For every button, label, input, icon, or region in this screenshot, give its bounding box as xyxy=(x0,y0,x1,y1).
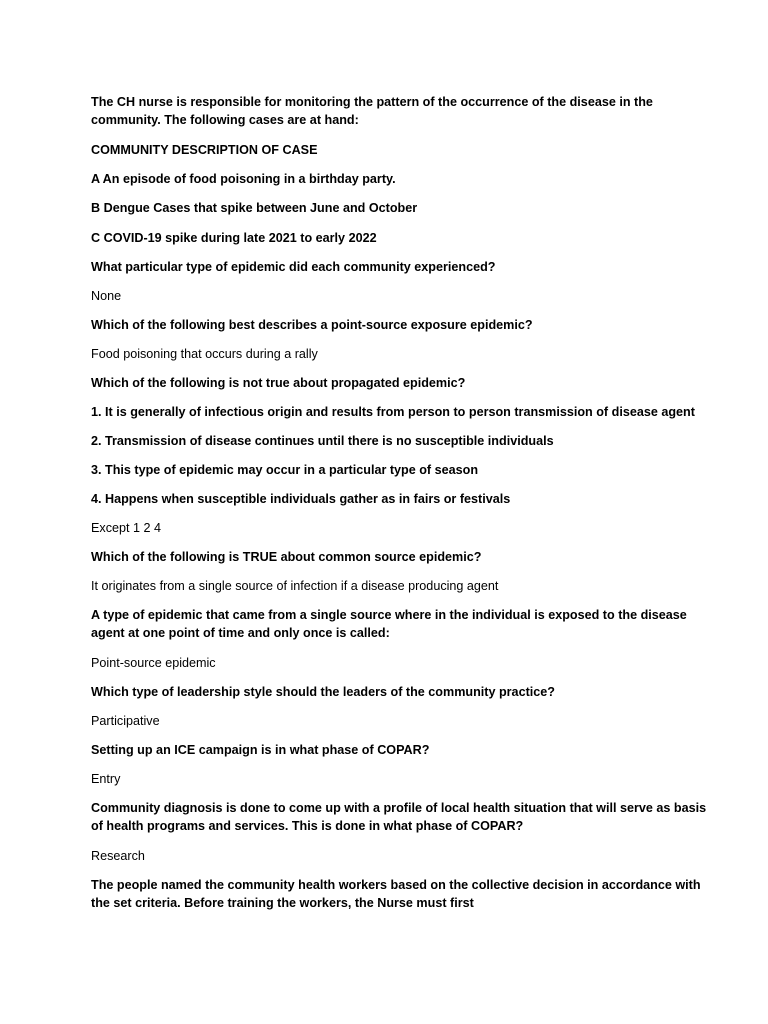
question-2: Which of the following best describes a point-source exposure epidemic? xyxy=(91,318,533,332)
case-c: C COVID-19 spike during late 2021 to early 2022 xyxy=(91,231,377,245)
option-2: 2. Transmission of disease continues until there is no susceptible individuals xyxy=(91,434,554,448)
answer-5: Point-source epidemic xyxy=(91,656,216,670)
question-7: Setting up an ICE campaign is in what phase of COPAR? xyxy=(91,743,430,757)
answer-4: It originates from a single source of infection if a disease producing agent xyxy=(91,579,499,593)
question-5-line-1: A type of epidemic that came from a single source where in the individual is exposed to the disease xyxy=(91,608,687,622)
table-header: COMMUNITY DESCRIPTION OF CASE xyxy=(91,143,318,157)
question-9-line-1: The people named the community health workers based on the collective decision in accordance with xyxy=(91,878,701,892)
answer-2: Food poisoning that occurs during a rally xyxy=(91,347,318,361)
intro-line-1: The CH nurse is responsible for monitoring the pattern of the occurrence of the disease in the xyxy=(91,95,653,109)
option-1: 1. It is generally of infectious origin and results from person to person transmission of disease agent xyxy=(91,405,695,419)
question-8-line-1: Community diagnosis is done to come up with a profile of local health situation that will serve as basis xyxy=(91,801,707,815)
question-8-line-2: of health programs and services. This is done in what phase of COPAR? xyxy=(91,819,524,833)
option-3: 3. This type of epidemic may occur in a particular type of season xyxy=(91,463,479,477)
question-5-line-2: agent at one point of time and only once is called: xyxy=(91,626,390,640)
question-6: Which type of leadership style should the leaders of the community practice? xyxy=(91,685,555,699)
case-b: B Dengue Cases that spike between June and October xyxy=(91,201,418,215)
question-9-line-2: the set criteria. Before training the workers, the Nurse must first xyxy=(91,896,474,910)
question-1: What particular type of epidemic did each community experienced? xyxy=(91,260,496,274)
question-4: Which of the following is TRUE about common source epidemic? xyxy=(91,550,482,564)
option-4: 4. Happens when susceptible individuals gather as in fairs or festivals xyxy=(91,492,511,506)
answer-6: Participative xyxy=(91,714,160,728)
answer-1: None xyxy=(91,289,122,303)
question-3: Which of the following is not true about propagated epidemic? xyxy=(91,376,466,390)
answer-3: Except 1 2 4 xyxy=(91,521,162,535)
case-a: A An episode of food poisoning in a birthday party. xyxy=(91,172,396,186)
intro-line-2: community. The following cases are at hand: xyxy=(91,113,359,127)
answer-7: Entry xyxy=(91,772,121,786)
answer-8: Research xyxy=(91,849,145,863)
